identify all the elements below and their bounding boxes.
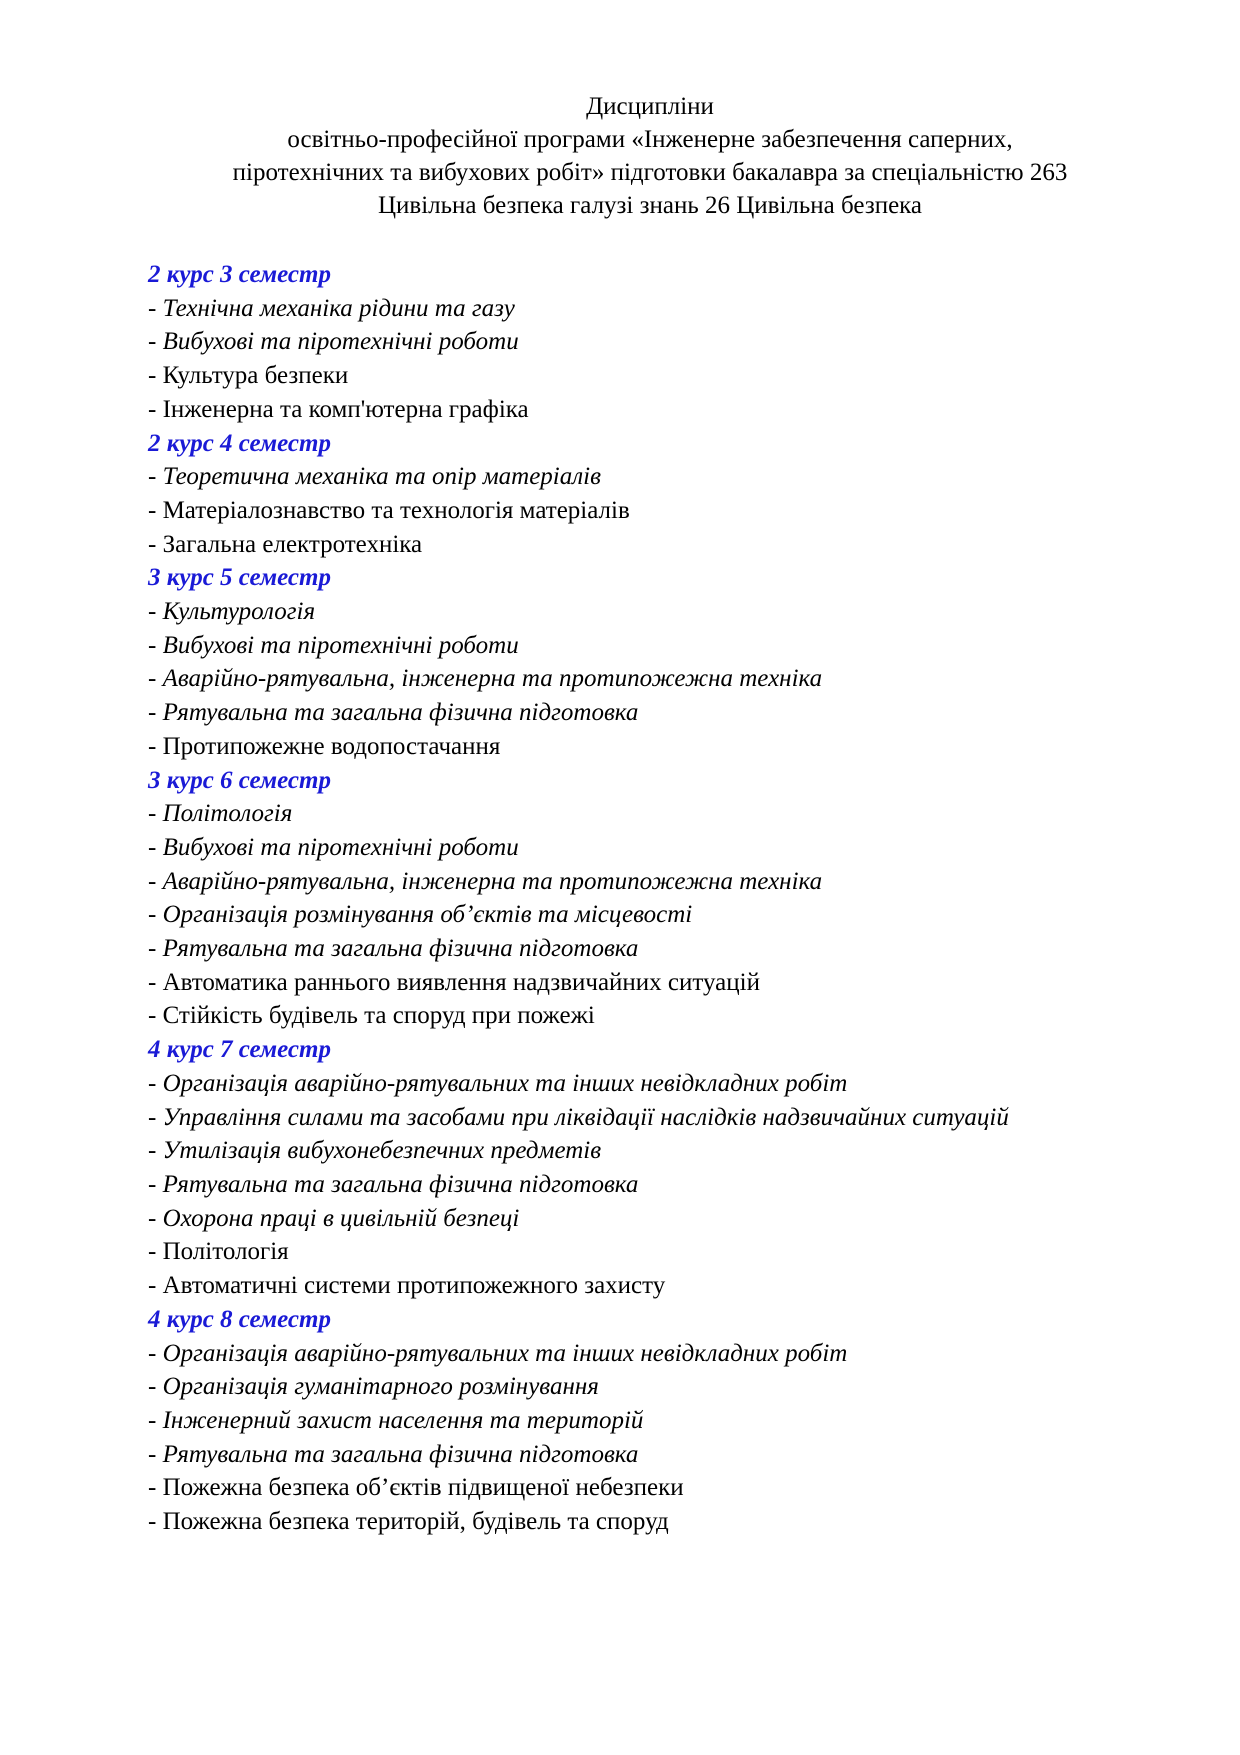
- discipline-item: - Аварійно-рятувальна, інженерна та протипожежна техніка: [148, 867, 823, 895]
- document-title: [140, 90, 1160, 222]
- title-line: Цивільна безпека галузі знань 26 Цивільна безпека: [377, 192, 923, 219]
- title-line: Дисципліни: [586, 93, 714, 120]
- discipline-item: - Управління силами та засобами при ліквідації наслідків надзвичайних ситуацій: [148, 1103, 1009, 1131]
- discipline-item: - Культурологія: [148, 598, 316, 626]
- discipline-item: - Охорона праці в цивільній безпеці: [148, 1204, 520, 1232]
- discipline-item: - Пожежна безпека територій, будівель та споруд: [148, 1508, 669, 1536]
- discipline-item: - Технічна механіка рідини та газу: [148, 294, 515, 322]
- discipline-item: - Інженерний захист населення та територій: [148, 1406, 644, 1434]
- discipline-item: - Політологія: [148, 800, 293, 828]
- discipline-item: - Автоматика раннього виявлення надзвичайних ситуацій: [148, 968, 760, 996]
- discipline-item: - Рятувальна та загальна фізична підготовка: [148, 699, 639, 727]
- discipline-item: - Організація аварійно-рятувальних та інших невідкладних робіт: [148, 1339, 848, 1367]
- discipline-item: - Організація розмінування об’єктів та місцевості: [148, 901, 693, 929]
- discipline-item: - Теоретична механіка та опір матеріалів: [148, 463, 601, 491]
- discipline-item: - Утилізація вибухонебезпечних предметів: [148, 1137, 602, 1165]
- discipline-item: - Матеріалознавство та технологія матеріалів: [148, 496, 630, 524]
- discipline-item: - Аварійно-рятувальна, інженерна та протипожежна техніка: [148, 665, 823, 693]
- discipline-item: - Стійкість будівель та споруд при пожежі: [148, 1002, 595, 1030]
- semester-heading: 3 курс 6 семестр: [148, 766, 331, 794]
- discipline-item: - Загальна електротехніка: [148, 530, 423, 558]
- discipline-item: - Протипожежне водопостачання: [148, 732, 501, 760]
- discipline-item: - Політологія: [148, 1238, 289, 1266]
- discipline-item: - Пожежна безпека об’єктів підвищеної небезпеки: [148, 1474, 684, 1502]
- discipline-item: - Вибухові та піротехнічні роботи: [148, 328, 519, 356]
- discipline-list: [148, 258, 1148, 1539]
- discipline-item: - Вибухові та піротехнічні роботи: [148, 833, 519, 861]
- discipline-item: - Інженерна та комп'ютерна графіка: [148, 395, 529, 423]
- discipline-item: - Організація аварійно-рятувальних та інших невідкладних робіт: [148, 1069, 848, 1097]
- discipline-item: - Культура безпеки: [148, 362, 349, 390]
- semester-heading: 4 курс 7 семестр: [148, 1036, 331, 1064]
- discipline-item: - Рятувальна та загальна фізична підготовка: [148, 1170, 639, 1198]
- semester-heading: 4 курс 8 семестр: [148, 1305, 331, 1333]
- title-line: піротехнічних та вибухових робіт» підготовки бакалавра за спеціальністю 263: [232, 159, 1068, 186]
- title-line: освітньо-професійної програми «Інженерне забезпечення саперних,: [287, 126, 1013, 153]
- discipline-item: - Вибухові та піротехнічні роботи: [148, 631, 519, 659]
- discipline-item: - Організація гуманітарного розмінування: [148, 1373, 599, 1401]
- semester-heading: 2 курс 3 семестр: [148, 261, 331, 288]
- discipline-item: - Рятувальна та загальна фізична підготовка: [148, 1440, 639, 1468]
- semester-heading: 2 курс 4 семестр: [148, 429, 331, 457]
- discipline-item: - Автоматичні системи протипожежного захисту: [148, 1272, 666, 1300]
- discipline-item: - Рятувальна та загальна фізична підготовка: [148, 935, 639, 963]
- semester-heading: 3 курс 5 семестр: [148, 564, 331, 592]
